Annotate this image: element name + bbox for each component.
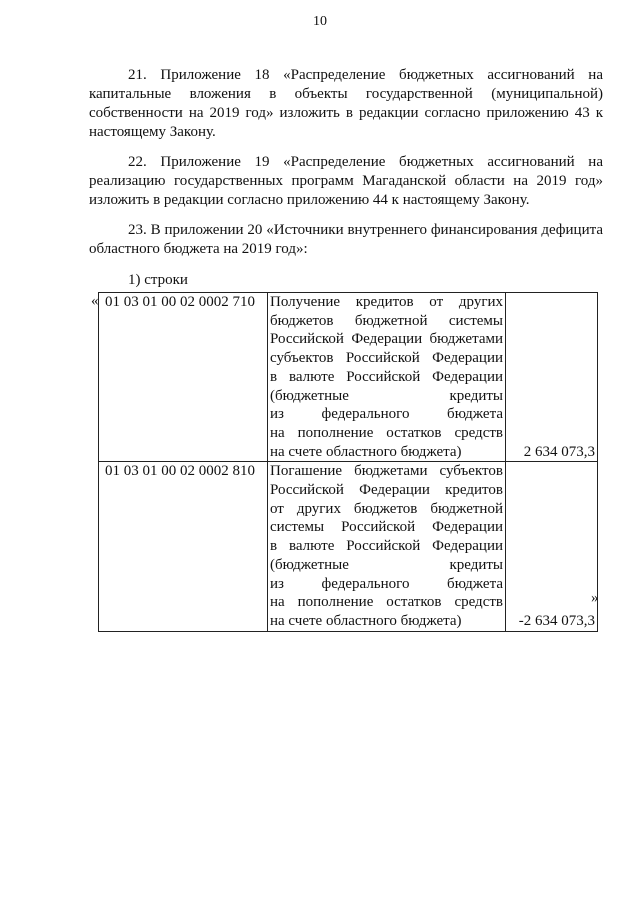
paragraph-23: 23. В приложении 20 «Источники внутреннего финансирования дефицита областного бюджета на 2019 год»:	[89, 222, 603, 257]
description-line: из федерального бюджета	[270, 575, 503, 592]
description-line: Погашение бюджетами субъектов	[270, 463, 503, 480]
amount-cell: 2 634 073,3	[506, 293, 598, 462]
description-line: Российской Федерации кредитов	[270, 482, 503, 499]
description-line: (бюджетные кредиты	[270, 556, 503, 573]
description-line: Получение кредитов от других	[270, 294, 503, 310]
budget-code-cell: 01 03 01 00 02 0002 710	[99, 293, 268, 462]
description-line: субъектов Российской Федерации	[270, 350, 503, 367]
subitem-label: 1) строки	[128, 272, 188, 288]
opening-quote: «	[91, 293, 99, 309]
description-line: Российской Федерации бюджетами	[270, 331, 503, 348]
budget-lines-table	[98, 292, 598, 632]
description-cell	[268, 462, 506, 631]
description-line: (бюджетные кредиты	[270, 387, 503, 404]
description-line: на пополнение остатков средств	[270, 594, 503, 611]
table-row	[99, 462, 598, 631]
amount-cell: -2 634 073,3	[506, 462, 598, 631]
page-number: 10	[313, 14, 327, 29]
description-line: на счете областного бюджета)	[270, 443, 462, 460]
description-line: системы Российской Федерации	[270, 519, 503, 536]
paragraph-22: 22. Приложение 19 «Распределение бюджетных ассигнований на реализацию государственных программ Магаданской области на 2019 год» изложить в редакции согласно приложению 44 к настоящему Закону.	[89, 154, 603, 208]
description-line: на счете областного бюджета)	[270, 612, 462, 629]
closing-quote: »	[591, 590, 599, 606]
description-line: из федерального бюджета	[270, 406, 503, 423]
description-line: от других бюджетов бюджетной	[270, 500, 503, 517]
description-line: на пополнение остатков средств	[270, 424, 503, 441]
table-row	[99, 293, 598, 462]
description-line: в валюте Российской Федерации	[270, 368, 503, 385]
budget-code-cell: 01 03 01 00 02 0002 810	[99, 462, 268, 631]
description-line: бюджетов бюджетной системы	[270, 312, 503, 329]
paragraph-21: 21. Приложение 18 «Распределение бюджетных ассигнований на капитальные вложения в объекты государственной (муниципальной) собственности на 2019 год» изложить в редакции согласно приложению 43 к настоящему Закону.	[89, 67, 603, 140]
description-line: в валюте Российской Федерации	[270, 538, 503, 555]
description-cell	[268, 293, 506, 462]
